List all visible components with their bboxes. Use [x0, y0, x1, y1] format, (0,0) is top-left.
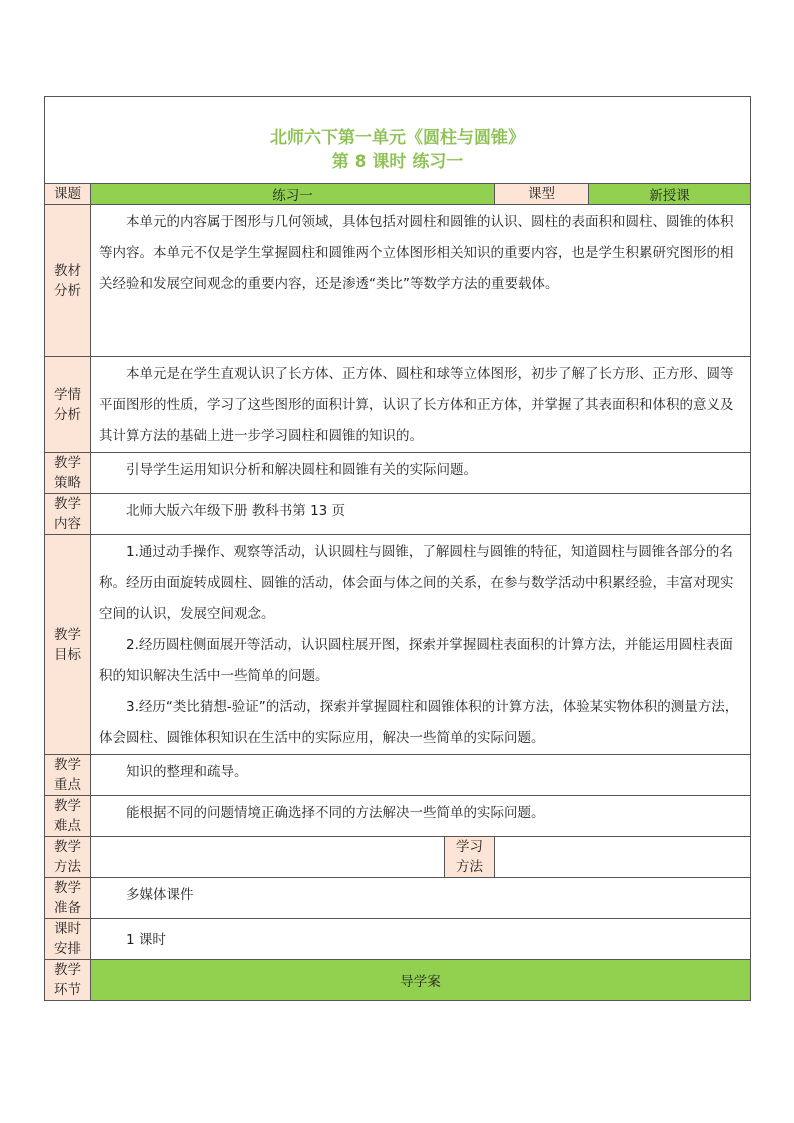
- key-point-label: 教学 重点: [45, 755, 91, 796]
- method-value: [91, 837, 445, 878]
- page-title: 北师六下第一单元《圆柱与圆锥》: [270, 128, 526, 148]
- material-label: 教材 分析: [45, 205, 91, 357]
- course-label: 课题: [45, 184, 91, 205]
- stage-text: 导学案: [91, 960, 751, 1001]
- method-row: [45, 837, 751, 878]
- goal-item-1: 1.通过动手操作、观察等活动，认识圆柱与圆锥，了解圆柱与圆锥的特征，知道圆柱与圆锥各部分的名称。经历由面旋转成圆柱、圆锥的活动，体会面与体之间的关系，在参与数学活动中积累经验，丰富对现实空间的认识，发展空间观念。: [99, 544, 734, 622]
- schedule-row: [45, 919, 751, 960]
- method-label: 教学 方法: [45, 837, 91, 878]
- strategy-label: 教学 策略: [45, 453, 91, 494]
- key-point-text-cell: [91, 755, 751, 796]
- material-text-cell: [91, 205, 751, 357]
- course-type-value: 新授课: [589, 184, 751, 205]
- course-value: 练习一: [91, 184, 495, 205]
- strategy-row: [45, 453, 751, 494]
- course-type-label: 课型: [495, 184, 589, 205]
- schedule-label: 课时 安排: [45, 919, 91, 960]
- content-label: 教学 内容: [45, 494, 91, 535]
- stage-row: [45, 960, 751, 1001]
- prep-text: 多媒体课件: [126, 887, 194, 903]
- key-point-row: [45, 755, 751, 796]
- study-method-value: [495, 837, 751, 878]
- page-subtitle: 第 8 课时 练习一: [331, 152, 464, 172]
- goals-row: [45, 535, 751, 755]
- prep-row: [45, 878, 751, 919]
- goal-item-3: 3.经历“类比猜想-验证”的活动，探索并掌握圆柱和圆锥体积的计算方法，体验某实物体积的测量方法，体会圆柱、圆锥体积知识在生活中的实际应用，解决一些简单的实际问题。: [99, 699, 739, 746]
- schedule-text: 1 课时: [126, 931, 166, 948]
- goals-text-cell: [91, 535, 751, 755]
- difficulty-row: [45, 796, 751, 837]
- course-row: [45, 184, 751, 205]
- students-label: 学情 分析: [45, 357, 91, 453]
- strategy-text-cell: [91, 453, 751, 494]
- content-text: 北师大版六年级下册 教科书第 13 页: [126, 503, 346, 519]
- students-text: 本单元是在学生直观认识了长方体、正方体、圆柱和球等立体图形，初步了解了长方形、正方形、圆等平面图形的性质，学习了这些图形的面积计算，认识了长方体和正方体，并掌握了其表面积和体积的意义及其计算方法的基础上进一步学习圆柱和圆锥的知识的。: [99, 366, 734, 444]
- material-row: [45, 205, 751, 357]
- key-point-text: 知识的整理和疏导。: [126, 764, 248, 780]
- stage-label: 教学 环节: [45, 960, 91, 1001]
- content-row: [45, 494, 751, 535]
- difficulty-label: 教学 难点: [45, 796, 91, 837]
- content-text-cell: [91, 494, 751, 535]
- material-text: 本单元的内容属于图形与几何领域，具体包括对圆柱和圆锥的认识、圆柱的表面积和圆柱、圆锥的体积等内容。本单元不仅是学生掌握圆柱和圆锥两个立体图形相关知识的重要内容，也是学生积累研究图形的相关经验和发展空间观念的重要内容，还是渗透“类比”等数学方法的重要载体。: [99, 214, 734, 292]
- title-row: [45, 97, 751, 184]
- study-method-label: 学习 方法: [445, 837, 495, 878]
- prep-label: 教学 准备: [45, 878, 91, 919]
- lesson-plan-table: [44, 96, 751, 1001]
- title-cell: [45, 97, 751, 184]
- students-row: [45, 357, 751, 453]
- strategy-text: 引导学生运用知识分析和解决圆柱和圆锥有关的实际问题。: [126, 462, 477, 478]
- students-text-cell: [91, 357, 751, 453]
- prep-text-cell: [91, 878, 751, 919]
- goals-label: 教学 目标: [45, 535, 91, 755]
- schedule-text-cell: [91, 919, 751, 960]
- difficulty-text: 能根据不同的问题情境正确选择不同的方法解决一些简单的实际问题。: [126, 805, 545, 821]
- difficulty-text-cell: [91, 796, 751, 837]
- goal-item-2: 2.经历圆柱侧面展开等活动，认识圆柱展开图，探索并掌握圆柱表面积的计算方法，并能运用圆柱表面积的知识解决生活中一些简单的问题。: [99, 637, 733, 684]
